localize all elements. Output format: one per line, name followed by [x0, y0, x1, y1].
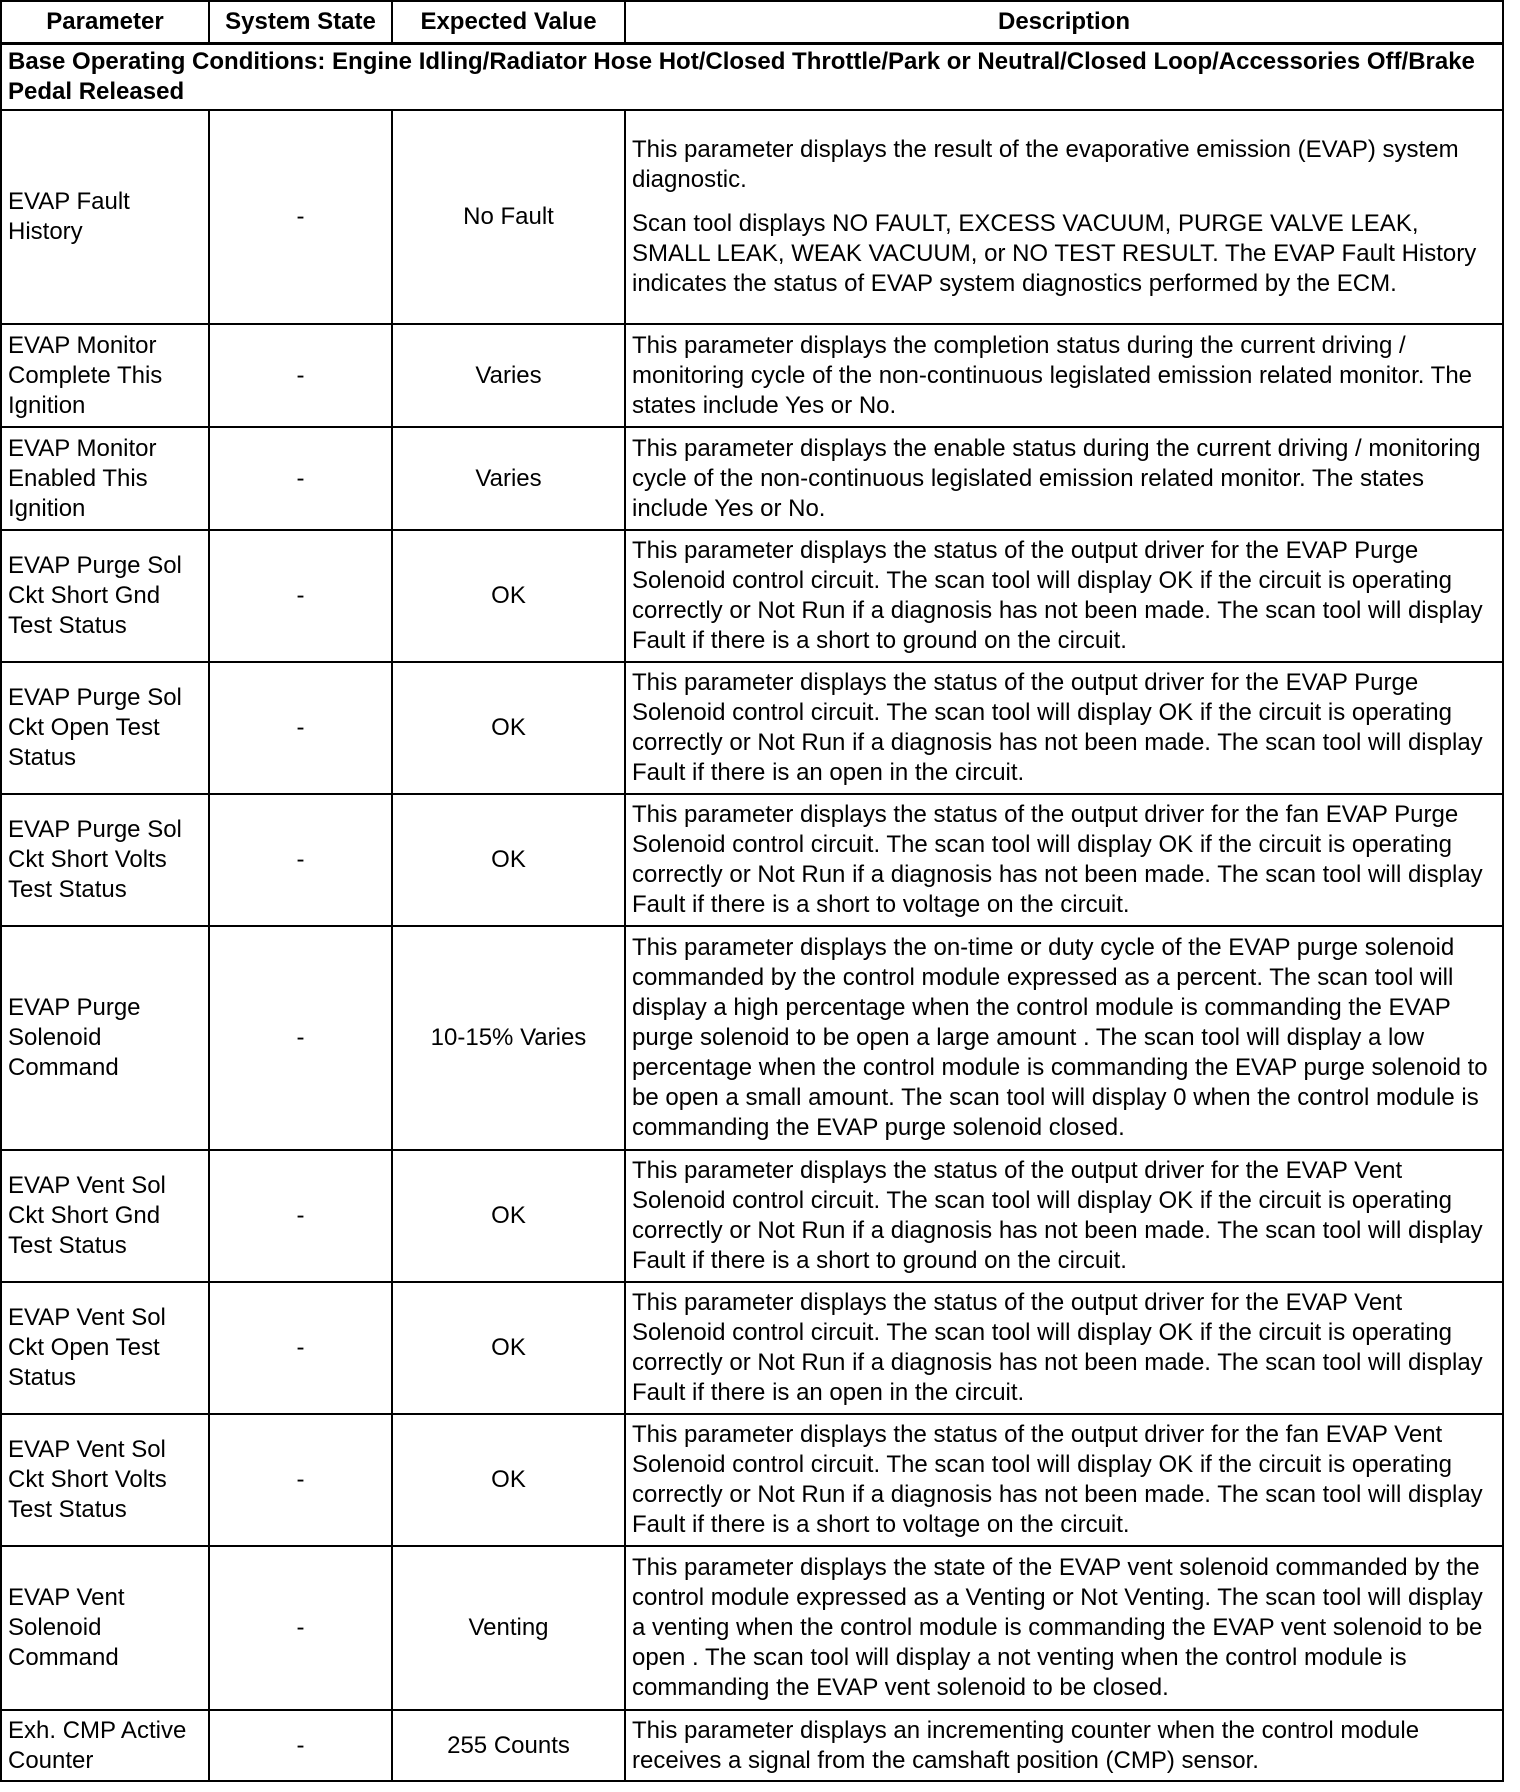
table-row	[1, 1150, 1503, 1282]
table-row	[1, 662, 1503, 794]
description-paragraph: This parameter displays the status of the output driver for the fan EVAP Vent Solenoid control circuit. The scan tool will display OK if the circuit is operating correctly or Not Run if a diagnosis has not been made. The scan tool will display Fault if there is a short to voltage on the circuit.	[632, 1421, 1483, 1538]
table-row	[1, 1282, 1503, 1414]
row-description	[625, 926, 1503, 1150]
row-expected-value: Venting	[392, 1546, 625, 1710]
row-description	[625, 1710, 1503, 1781]
row-parameter: EVAP Monitor Enabled This Ignition	[1, 427, 209, 530]
description-paragraph: This parameter displays the status of the output driver for the EVAP Purge Solenoid control circuit. The scan tool will display OK if the circuit is operating correctly or Not Run if a diagnosis has not been made. The scan tool will display Fault if there is an open in the circuit.	[632, 669, 1483, 786]
row-parameter: EVAP Vent Sol Ckt Short Volts Test Status	[1, 1414, 209, 1546]
row-expected-value: No Fault	[392, 110, 625, 324]
description-paragraph: This parameter displays the completion status during the current driving / monitoring cycle of the non-continuous legislated emission related monitor. The states include Yes or No.	[632, 331, 1473, 419]
row-expected-value: Varies	[392, 427, 625, 530]
section-row	[1, 44, 1503, 111]
description-paragraph: This parameter displays the enable status during the current driving / monitoring cycle of the non-continuous legislated emission related monitor. The states include Yes or No.	[632, 434, 1481, 522]
row-expected-value: OK	[392, 794, 625, 926]
table-row	[1, 110, 1503, 324]
row-system-state: -	[209, 1414, 392, 1546]
row-system-state: -	[209, 1710, 392, 1781]
table-row	[1, 794, 1503, 926]
header-expected-value: Expected Value	[392, 1, 625, 44]
row-parameter: EVAP Vent Sol Ckt Short Gnd Test Status	[1, 1150, 209, 1282]
table-header-row	[1, 1, 1503, 44]
row-expected-value: OK	[392, 530, 625, 662]
table-row	[1, 926, 1503, 1150]
row-description	[625, 427, 1503, 530]
row-expected-value: OK	[392, 662, 625, 794]
row-system-state: -	[209, 324, 392, 427]
row-parameter: EVAP Purge Sol Ckt Open Test Status	[1, 662, 209, 794]
description-paragraph: This parameter displays the status of the output driver for the fan EVAP Purge Solenoid control circuit. The scan tool will display OK if the circuit is operating correctly or Not Run if a diagnosis has not been made. The scan tool will display Fault if there is a short to voltage on the circuit.	[632, 801, 1483, 918]
row-system-state: -	[209, 794, 392, 926]
header-system-state: System State	[209, 1, 392, 44]
description-paragraph: This parameter displays the state of the EVAP vent solenoid commanded by the control module expressed as a Venting or Not Venting. The scan tool will display a venting when the control module is commanding the EVAP vent solenoid to be open . The scan tool will display a not venting when the control module is commanding the EVAP vent solenoid to be closed.	[632, 1554, 1483, 1701]
description-paragraph: This parameter displays the on-time or duty cycle of the EVAP purge solenoid commanded by the control module expressed as a percent. The scan tool will display a high percentage when the control module is commanding the EVAP purge solenoid to be open a large amount . The scan tool will display a low percentage when the control module is commanding the EVAP purge solenoid to be open a small amount. The scan tool will display 0 when the control module is commanding the EVAP purge solenoid closed.	[632, 934, 1488, 1141]
row-description	[625, 530, 1503, 662]
row-parameter: EVAP Purge Sol Ckt Short Gnd Test Status	[1, 530, 209, 662]
row-description	[625, 1546, 1503, 1710]
row-expected-value: 10-15% Varies	[392, 926, 625, 1150]
description-paragraph: This parameter displays the status of the output driver for the EVAP Vent Solenoid control circuit. The scan tool will display OK if the circuit is operating correctly or Not Run if a diagnosis has not been made. The scan tool will display Fault if there is a short to ground on the circuit.	[632, 1157, 1483, 1274]
row-system-state: -	[209, 1546, 392, 1710]
row-description	[625, 1282, 1503, 1414]
row-system-state: -	[209, 530, 392, 662]
row-expected-value: OK	[392, 1282, 625, 1414]
row-expected-value: 255 Counts	[392, 1710, 625, 1781]
row-expected-value: OK	[392, 1150, 625, 1282]
row-parameter: Exh. CMP Active Counter	[1, 1710, 209, 1781]
row-system-state: -	[209, 110, 392, 324]
row-description	[625, 794, 1503, 926]
row-expected-value: OK	[392, 1414, 625, 1546]
row-expected-value: Varies	[392, 324, 625, 427]
description-paragraph: This parameter displays an incrementing counter when the control module receives a signal from the camshaft position (CMP) sensor.	[632, 1716, 1420, 1774]
row-parameter: EVAP Purge Sol Ckt Short Volts Test Status	[1, 794, 209, 926]
row-system-state: -	[209, 662, 392, 794]
row-description	[625, 1414, 1503, 1546]
row-system-state: -	[209, 1282, 392, 1414]
row-description	[625, 662, 1503, 794]
header-parameter: Parameter	[1, 1, 209, 44]
row-system-state: -	[209, 427, 392, 530]
row-parameter: EVAP Purge Solenoid Command	[1, 926, 209, 1150]
row-parameter: EVAP Vent Sol Ckt Open Test Status	[1, 1282, 209, 1414]
row-parameter: EVAP Fault History	[1, 110, 209, 324]
description-paragraph: This parameter displays the status of the output driver for the EVAP Purge Solenoid control circuit. The scan tool will display OK if the circuit is operating correctly or Not Run if a diagnosis has not been made. The scan tool will display Fault if there is a short to ground on the circuit.	[632, 537, 1483, 654]
description-paragraph: This parameter displays the status of the output driver for the EVAP Vent Solenoid control circuit. The scan tool will display OK if the circuit is operating correctly or Not Run if a diagnosis has not been made. The scan tool will display Fault if there is an open in the circuit.	[632, 1289, 1483, 1406]
description-paragraph: Scan tool displays NO FAULT, EXCESS VACUUM, PURGE VALVE LEAK, SMALL LEAK, WEAK VACUUM, or NO TEST RESULT. The EVAP Fault History indicates the status of EVAP system diagnostics performed by the ECM.	[632, 210, 1477, 297]
table-row	[1, 1546, 1503, 1710]
table-row	[1, 1414, 1503, 1546]
row-system-state: -	[209, 926, 392, 1150]
header-description: Description	[625, 1, 1503, 44]
table-row	[1, 324, 1503, 427]
row-description	[625, 324, 1503, 427]
section-heading: Base Operating Conditions: Engine Idling/Radiator Hose Hot/Closed Throttle/Park or Neutral/Closed Loop/Accessories Off/Brake Pedal Released	[1, 44, 1503, 111]
description-paragraph: This parameter displays the result of the evaporative emission (EVAP) system diagnostic.	[632, 136, 1459, 193]
row-parameter: EVAP Vent Solenoid Command	[1, 1546, 209, 1710]
table-row	[1, 427, 1503, 530]
table-row	[1, 530, 1503, 662]
row-description	[625, 1150, 1503, 1282]
row-parameter: EVAP Monitor Complete This Ignition	[1, 324, 209, 427]
row-description	[625, 110, 1503, 324]
table-row	[1, 1710, 1503, 1781]
row-system-state: -	[209, 1150, 392, 1282]
